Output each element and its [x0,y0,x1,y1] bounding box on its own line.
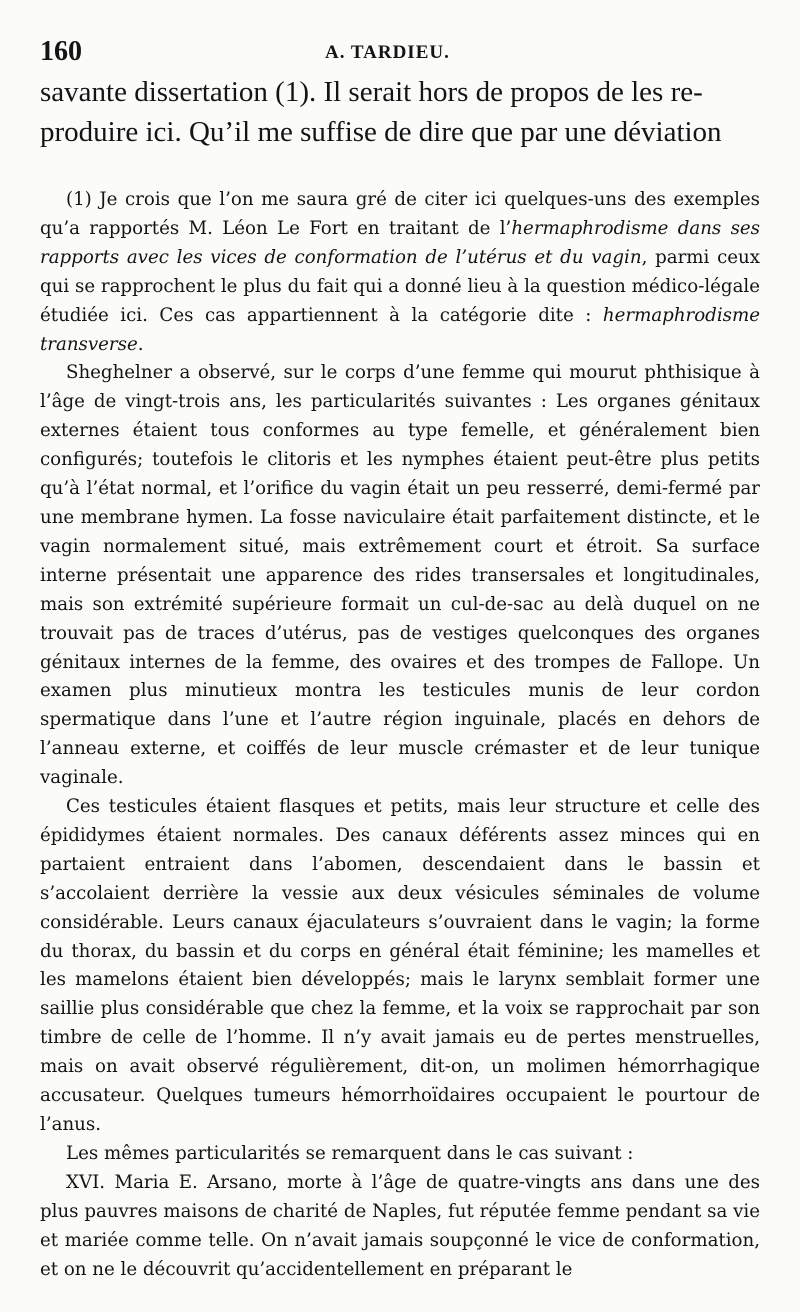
footnote [40,186,760,1284]
footnote-period: . [137,333,144,355]
running-head-author: A. TARDIEU. [325,42,450,63]
footnote-paragraph-1 [40,186,760,359]
footnote-italic-title: hermaphrodisme dans ses rapports avec les vices de conformation de l’utérus et du vagin [40,217,761,268]
footnote-paragraph-2: Sheghelner a observé, sur le corps d’une femme qui mourut phthisique à l’âge de vingt-trois ans, les particularités suivantes : Les organes génitaux externes étaient tous conformes au type femelle, et généralement bien configurés; toutefois le clitoris et les nymphes étaient peut-être plus petits qu’à l’état normal, et l’orifice du vagin était un peu resserré, demi-fermé par une membrane hymen. La fosse naviculaire était parfaitement distincte, et le vagin normalement situé, mais extrêmement court et étroit. Sa surface interne présentait une apparence des rides transersales et longitudinales, mais son extrémité supérieure formait un cul-de-sac au delà duquel on ne trouvait pas de traces d’utérus, pas de vestiges quelconques des organes génitaux internes de la femme, des ovaires et des trompes de Fallope. Un examen plus minutieux montra les testicules munis de leur cordon spermatique dans l’une et l’autre région inguinale, placés en dehors de l’anneau externe, et coiffés de leur muscle crémaster et de leur tunique vaginale. [40,362,760,789]
footnote-intro-text: (1) Je crois que l’on me saura gré de citer ici quelques-uns des exemples qu’a rapportés M. Léon Le Fort en traitant de l’ [40,189,760,239]
footnote-paragraph-3: Ces testicules étaient flasques et petits, mais leur structure et celle des épididymes étaient normales. Des canaux déférents assez minces qui en partaient entraient dans l’abomen, descendaient dans le bassin et s’accolaient derrière la vessie aux deux vésicules séminales de volume considérable. Leurs canaux éjaculateurs s’ouvraient dans le vagin; la forme du thorax, du bassin et du corps en général était féminine; les mamelles et les mamelons étaient bien développés; mais le larynx semblait former une saillie plus considérable que chez la femme, et la voix se rapprochait par son timbre de celle de l’homme. Il n’y avait jamais eu de pertes menstruelles, mais on avait observé régulièrement, dit-on, un molimen hémorrhagique accusateur. Quelques tumeurs hémorrhoïdaires occupaient le pourtour de l’anus. [40,796,760,1135]
main-text-line-1: savante dissertation (1). Il serait hors de propos de les re- [40,76,703,108]
footnote-italic-category: hermaphrodisme transverse [40,304,760,355]
footnote-paragraph-5: XVI. Maria E. Arsano, morte à l’âge de quatre-vingts ans dans une des plus pauvres maisons de charité de Naples, fut réputée femme pendant sa vie et mariée comme telle. On n’avait jamais soupçonné le vice de conformation, et on ne le découvrit qu’accidentellement en préparant le [40,1171,760,1280]
main-text-line-2: produire ici. Qu’il me suffise de dire que par une déviation [40,116,722,148]
page-header [40,36,760,72]
main-text [40,72,765,152]
footnote-continuation-text: , parmi ceux qui se rapprochent le plus du fait qui a donné lieu à la question médico-légale étudiée ici. Ces cas appartiennent à la catégorie dite : [40,246,760,326]
footnote-paragraph-4: Les mêmes particularités se remarquent dans le cas suivant : [66,1142,634,1164]
page-number: 160 [40,36,82,67]
